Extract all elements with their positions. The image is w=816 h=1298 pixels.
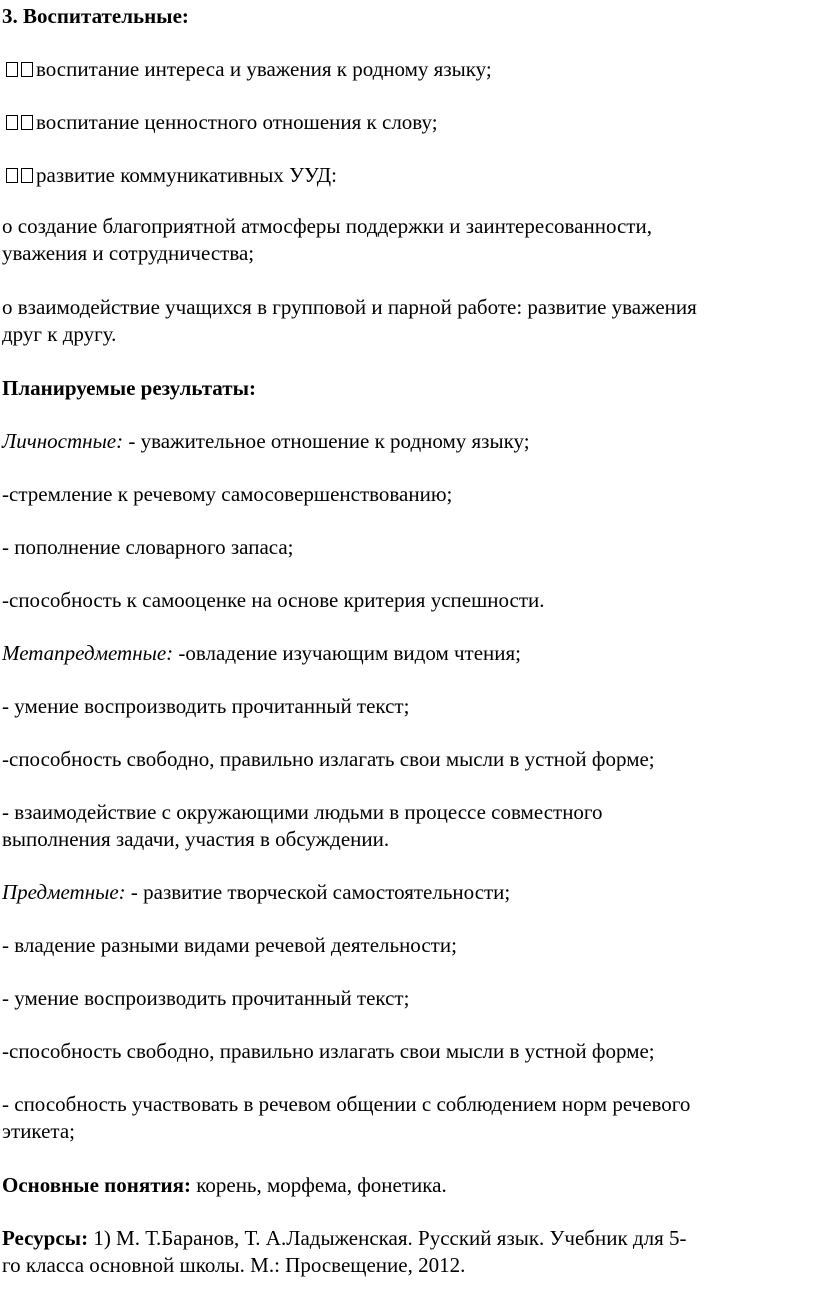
list-item: -способность свободно, правильно излагать свои мысли в устной форме; <box>2 1039 655 1063</box>
personal-results-line <box>2 428 814 454</box>
bullet-item <box>2 162 814 188</box>
list-item: -способность к самооценке на основе критерия успешности. <box>2 588 545 612</box>
concepts-text: корень, морфема, фонетика. <box>190 1173 447 1197</box>
bullet-text: развитие коммуникативных УУД: <box>36 163 337 187</box>
resources-line <box>2 1225 814 1251</box>
list-item: - владение разными видами речевой деятельности; <box>2 933 457 957</box>
bullet-text: воспитание интереса и уважения к родному языку; <box>36 57 492 81</box>
missing-glyph-icon <box>6 109 36 135</box>
resources-continuation: го класса основной школы. М.: Просвещение, 2012. <box>2 1253 466 1277</box>
paragraph-line: о взаимодействие учащихся в групповой и парной работе: развитие уважения <box>2 295 697 319</box>
resources-label: Ресурсы: <box>2 1226 89 1250</box>
list-item: - взаимодействие с окружающими людьми в процессе совместного <box>2 800 603 824</box>
section-heading-results: Планируемые результаты: <box>2 376 256 400</box>
section-heading-upbringing: 3. Воспитательные: <box>2 4 189 28</box>
missing-glyph-icon <box>6 162 36 188</box>
bullet-item <box>2 109 814 135</box>
meta-results-line <box>2 640 814 666</box>
bullet-item <box>2 56 814 82</box>
list-item: - способность участвовать в речевом общении с соблюдением норм речевого <box>2 1092 691 1116</box>
personal-label: Личностные: <box>2 429 124 453</box>
subject-results-line <box>2 879 814 905</box>
list-item: -стремление к речевому самосовершенствованию; <box>2 482 453 506</box>
list-item: - умение воспроизводить прочитанный текст; <box>2 694 410 718</box>
list-item: - умение воспроизводить прочитанный текст; <box>2 986 410 1010</box>
list-item: -способность свободно, правильно излагать свои мысли в устной форме; <box>2 747 655 771</box>
concepts-label: Основные понятия: <box>2 1173 191 1197</box>
subject-label: Предметные: <box>2 880 126 904</box>
meta-first: -овладение изучающим видом чтения; <box>173 641 522 665</box>
concepts-line <box>2 1172 814 1198</box>
missing-glyph-icon <box>6 56 36 82</box>
personal-first: - уважительное отношение к родному языку; <box>123 429 530 453</box>
list-item: - пополнение словарного запаса; <box>2 535 294 559</box>
list-item-continuation: выполнения задачи, участия в обсуждении. <box>2 827 390 851</box>
bullet-text: воспитание ценностного отношения к слову; <box>36 110 438 134</box>
subject-first: - развитие творческой самостоятельности; <box>125 880 511 904</box>
list-item-continuation: этикета; <box>2 1119 76 1143</box>
paragraph-line: уважения и сотрудничества; <box>2 241 255 265</box>
meta-label: Метапредметные: <box>2 641 174 665</box>
paragraph-line: друг к другу. <box>2 322 117 346</box>
resources-text: 1) М. Т.Баранов, Т. А.Ладыженская. Русский язык. Учебник для 5- <box>88 1226 687 1250</box>
paragraph-line: о создание благоприятной атмосферы поддержки и заинтересованности, <box>2 214 652 238</box>
